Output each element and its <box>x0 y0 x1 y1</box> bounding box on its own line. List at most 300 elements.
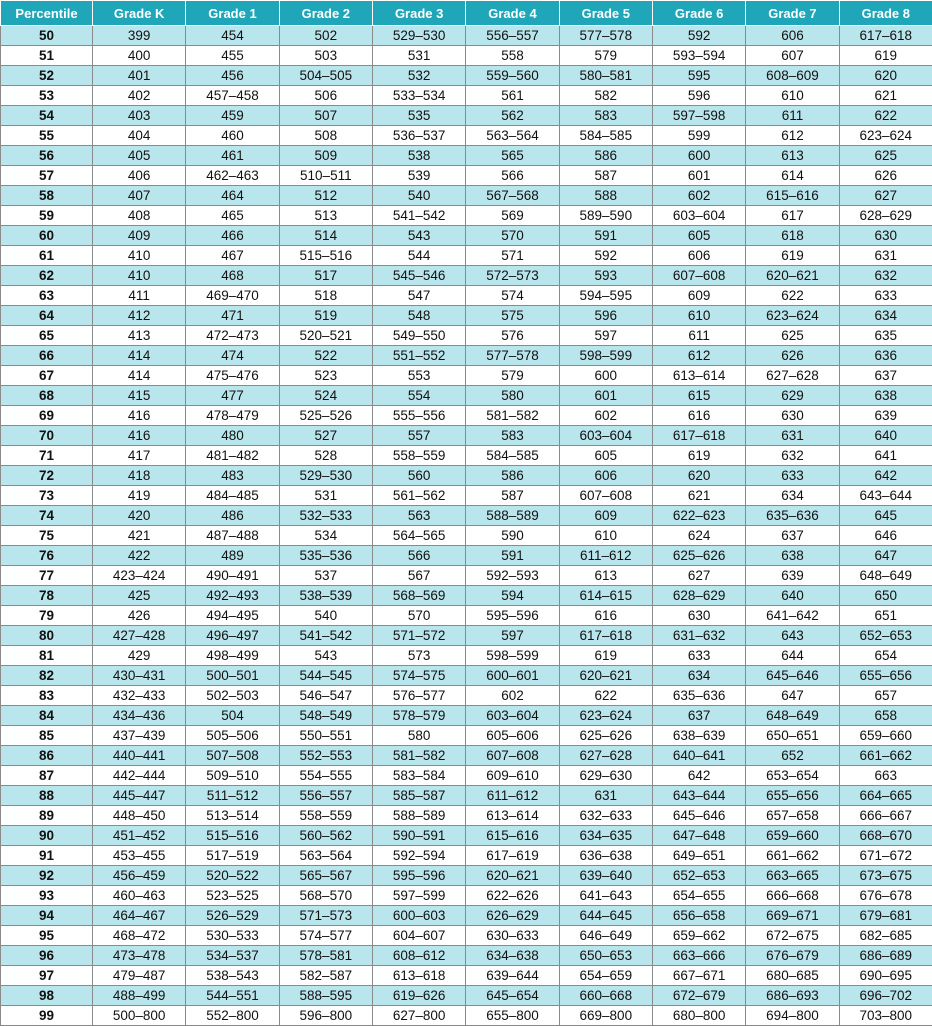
cell-grade-8: 664–665 <box>839 786 932 806</box>
cell-grade-3: 608–612 <box>372 946 465 966</box>
cell-grade-6: 642 <box>652 766 745 786</box>
cell-grade-5: 584–585 <box>559 126 652 146</box>
cell-grade-2: 502 <box>279 26 372 46</box>
cell-grade-5: 641–643 <box>559 886 652 906</box>
cell-grade-8: 647 <box>839 546 932 566</box>
cell-grade-3: 588–589 <box>372 806 465 826</box>
cell-grade-k: 409 <box>93 226 186 246</box>
cell-grade-5: 625–626 <box>559 726 652 746</box>
cell-grade-7: 610 <box>746 86 839 106</box>
cell-grade-1: 460 <box>186 126 279 146</box>
cell-percentile: 55 <box>1 126 93 146</box>
cell-grade-4: 556–557 <box>466 26 559 46</box>
cell-grade-4: 626–629 <box>466 906 559 926</box>
cell-grade-3: 580 <box>372 726 465 746</box>
cell-grade-5: 586 <box>559 146 652 166</box>
cell-grade-8: 659–660 <box>839 726 932 746</box>
cell-grade-4: 655–800 <box>466 1006 559 1026</box>
cell-grade-3: 604–607 <box>372 926 465 946</box>
cell-grade-7: 618 <box>746 226 839 246</box>
cell-grade-7: 650–651 <box>746 726 839 746</box>
table-row <box>1 26 932 46</box>
cell-grade-6: 649–651 <box>652 846 745 866</box>
cell-grade-8: 652–653 <box>839 626 932 646</box>
cell-grade-8: 641 <box>839 446 932 466</box>
cell-grade-6: 638–639 <box>652 726 745 746</box>
cell-grade-2: 513 <box>279 206 372 226</box>
table-row <box>1 326 932 346</box>
cell-grade-5: 634–635 <box>559 826 652 846</box>
table-row <box>1 186 932 206</box>
cell-grade-6: 640–641 <box>652 746 745 766</box>
cell-grade-1: 474 <box>186 346 279 366</box>
cell-grade-k: 404 <box>93 126 186 146</box>
cell-grade-4: 591 <box>466 546 559 566</box>
cell-grade-2: 529–530 <box>279 466 372 486</box>
cell-grade-2: 540 <box>279 606 372 626</box>
cell-grade-6: 613–614 <box>652 366 745 386</box>
cell-grade-4: 613–614 <box>466 806 559 826</box>
cell-grade-2: 514 <box>279 226 372 246</box>
cell-grade-2: 509 <box>279 146 372 166</box>
cell-grade-3: 583–584 <box>372 766 465 786</box>
table-row <box>1 866 932 886</box>
cell-grade-k: 416 <box>93 426 186 446</box>
cell-grade-k: 407 <box>93 186 186 206</box>
cell-grade-k: 426 <box>93 606 186 626</box>
cell-grade-3: 619–626 <box>372 986 465 1006</box>
cell-percentile: 92 <box>1 866 93 886</box>
cell-percentile: 66 <box>1 346 93 366</box>
cell-grade-6: 606 <box>652 246 745 266</box>
cell-grade-7: 641–642 <box>746 606 839 626</box>
cell-grade-k: 419 <box>93 486 186 506</box>
cell-grade-4: 563–564 <box>466 126 559 146</box>
cell-grade-3: 566 <box>372 546 465 566</box>
cell-grade-8: 640 <box>839 426 932 446</box>
cell-grade-3: 536–537 <box>372 126 465 146</box>
cell-grade-2: 558–559 <box>279 806 372 826</box>
cell-grade-8: 655–656 <box>839 666 932 686</box>
cell-grade-k: 464–467 <box>93 906 186 926</box>
cell-percentile: 65 <box>1 326 93 346</box>
cell-grade-k: 445–447 <box>93 786 186 806</box>
cell-grade-6: 630 <box>652 606 745 626</box>
cell-grade-1: 471 <box>186 306 279 326</box>
cell-grade-7: 629 <box>746 386 839 406</box>
cell-grade-5: 600 <box>559 366 652 386</box>
cell-grade-6: 635–636 <box>652 686 745 706</box>
cell-grade-6: 634 <box>652 666 745 686</box>
cell-grade-2: 528 <box>279 446 372 466</box>
cell-percentile: 70 <box>1 426 93 446</box>
cell-grade-6: 659–662 <box>652 926 745 946</box>
cell-grade-7: 648–649 <box>746 706 839 726</box>
cell-grade-8: 643–644 <box>839 486 932 506</box>
cell-grade-1: 486 <box>186 506 279 526</box>
cell-grade-8: 642 <box>839 466 932 486</box>
cell-grade-6: 620 <box>652 466 745 486</box>
table-row <box>1 406 932 426</box>
cell-grade-8: 619 <box>839 46 932 66</box>
table-row <box>1 166 932 186</box>
cell-grade-5: 616 <box>559 606 652 626</box>
cell-grade-5: 639–640 <box>559 866 652 886</box>
cell-grade-1: 461 <box>186 146 279 166</box>
header-grade-3: Grade 3 <box>372 1 465 26</box>
cell-grade-4: 603–604 <box>466 706 559 726</box>
cell-grade-8: 631 <box>839 246 932 266</box>
table-row <box>1 106 932 126</box>
cell-grade-k: 401 <box>93 66 186 86</box>
table-row <box>1 566 932 586</box>
cell-grade-7: 655–656 <box>746 786 839 806</box>
cell-grade-3: 613–618 <box>372 966 465 986</box>
cell-grade-3: 545–546 <box>372 266 465 286</box>
cell-percentile: 96 <box>1 946 93 966</box>
cell-percentile: 61 <box>1 246 93 266</box>
cell-grade-3: 568–569 <box>372 586 465 606</box>
cell-grade-6: 603–604 <box>652 206 745 226</box>
table-row <box>1 826 932 846</box>
cell-grade-6: 633 <box>652 646 745 666</box>
cell-percentile: 63 <box>1 286 93 306</box>
cell-percentile: 81 <box>1 646 93 666</box>
cell-grade-4: 572–573 <box>466 266 559 286</box>
cell-grade-7: 663–665 <box>746 866 839 886</box>
cell-percentile: 60 <box>1 226 93 246</box>
cell-grade-6: 619 <box>652 446 745 466</box>
cell-grade-1: 509–510 <box>186 766 279 786</box>
cell-percentile: 73 <box>1 486 93 506</box>
cell-percentile: 62 <box>1 266 93 286</box>
cell-grade-k: 411 <box>93 286 186 306</box>
cell-grade-6: 595 <box>652 66 745 86</box>
cell-grade-4: 580 <box>466 386 559 406</box>
cell-grade-3: 543 <box>372 226 465 246</box>
cell-grade-k: 453–455 <box>93 846 186 866</box>
cell-grade-5: 636–638 <box>559 846 652 866</box>
cell-grade-2: 527 <box>279 426 372 446</box>
cell-grade-3: 573 <box>372 646 465 666</box>
cell-grade-1: 515–516 <box>186 826 279 846</box>
cell-grade-7: 666–668 <box>746 886 839 906</box>
cell-grade-4: 605–606 <box>466 726 559 746</box>
cell-grade-8: 668–670 <box>839 826 932 846</box>
cell-grade-1: 468 <box>186 266 279 286</box>
cell-grade-3: 578–579 <box>372 706 465 726</box>
cell-grade-k: 434–436 <box>93 706 186 726</box>
cell-grade-4: 562 <box>466 106 559 126</box>
cell-grade-3: 585–587 <box>372 786 465 806</box>
table-row <box>1 746 932 766</box>
cell-grade-k: 412 <box>93 306 186 326</box>
cell-grade-2: 574–577 <box>279 926 372 946</box>
cell-grade-7: 653–654 <box>746 766 839 786</box>
cell-grade-8: 679–681 <box>839 906 932 926</box>
cell-grade-3: 532 <box>372 66 465 86</box>
cell-grade-2: 563–564 <box>279 846 372 866</box>
table-row <box>1 506 932 526</box>
cell-grade-2: 517 <box>279 266 372 286</box>
cell-percentile: 50 <box>1 26 93 46</box>
cell-grade-k: 402 <box>93 86 186 106</box>
cell-grade-3: 597–599 <box>372 886 465 906</box>
cell-grade-7: 620–621 <box>746 266 839 286</box>
cell-grade-4: 617–619 <box>466 846 559 866</box>
cell-grade-8: 622 <box>839 106 932 126</box>
table-row <box>1 926 932 946</box>
cell-grade-3: 595–596 <box>372 866 465 886</box>
cell-grade-3: 561–562 <box>372 486 465 506</box>
cell-grade-2: 578–581 <box>279 946 372 966</box>
cell-grade-4: 594 <box>466 586 559 606</box>
table-row <box>1 1006 932 1026</box>
cell-grade-7: 640 <box>746 586 839 606</box>
cell-grade-6: 624 <box>652 526 745 546</box>
cell-grade-1: 552–800 <box>186 1006 279 1026</box>
cell-grade-5: 613 <box>559 566 652 586</box>
cell-grade-1: 456 <box>186 66 279 86</box>
cell-grade-2: 524 <box>279 386 372 406</box>
cell-grade-2: 522 <box>279 346 372 366</box>
cell-grade-5: 605 <box>559 446 652 466</box>
table-row <box>1 126 932 146</box>
cell-grade-1: 513–514 <box>186 806 279 826</box>
table-row <box>1 946 932 966</box>
cell-grade-k: 437–439 <box>93 726 186 746</box>
cell-grade-1: 464 <box>186 186 279 206</box>
cell-percentile: 93 <box>1 886 93 906</box>
cell-grade-3: 529–530 <box>372 26 465 46</box>
cell-grade-2: 568–570 <box>279 886 372 906</box>
cell-grade-4: 577–578 <box>466 346 559 366</box>
cell-percentile: 78 <box>1 586 93 606</box>
cell-percentile: 88 <box>1 786 93 806</box>
cell-grade-k: 400 <box>93 46 186 66</box>
cell-grade-4: 592–593 <box>466 566 559 586</box>
cell-grade-5: 593 <box>559 266 652 286</box>
cell-grade-6: 625–626 <box>652 546 745 566</box>
cell-grade-7: 634 <box>746 486 839 506</box>
table-row <box>1 906 932 926</box>
cell-grade-7: 633 <box>746 466 839 486</box>
cell-grade-1: 494–495 <box>186 606 279 626</box>
cell-percentile: 76 <box>1 546 93 566</box>
cell-grade-2: 541–542 <box>279 626 372 646</box>
cell-grade-8: 639 <box>839 406 932 426</box>
cell-grade-1: 477 <box>186 386 279 406</box>
table-body <box>1 26 932 1026</box>
cell-grade-1: 467 <box>186 246 279 266</box>
cell-percentile: 90 <box>1 826 93 846</box>
cell-grade-5: 614–615 <box>559 586 652 606</box>
cell-grade-8: 627 <box>839 186 932 206</box>
cell-grade-6: 597–598 <box>652 106 745 126</box>
cell-grade-5: 589–590 <box>559 206 652 226</box>
cell-grade-8: 648–649 <box>839 566 932 586</box>
cell-grade-k: 406 <box>93 166 186 186</box>
cell-grade-5: 619 <box>559 646 652 666</box>
cell-grade-5: 617–618 <box>559 626 652 646</box>
cell-grade-6: 680–800 <box>652 1006 745 1026</box>
cell-percentile: 77 <box>1 566 93 586</box>
cell-grade-2: 515–516 <box>279 246 372 266</box>
header-grade-6: Grade 6 <box>652 1 745 26</box>
cell-grade-1: 500–501 <box>186 666 279 686</box>
cell-grade-1: 492–493 <box>186 586 279 606</box>
cell-grade-k: 500–800 <box>93 1006 186 1026</box>
cell-grade-5: 650–653 <box>559 946 652 966</box>
table-row <box>1 766 932 786</box>
cell-grade-3: 570 <box>372 606 465 626</box>
cell-grade-5: 602 <box>559 406 652 426</box>
cell-grade-6: 596 <box>652 86 745 106</box>
cell-grade-5: 669–800 <box>559 1006 652 1026</box>
cell-grade-6: 647–648 <box>652 826 745 846</box>
cell-grade-5: 622 <box>559 686 652 706</box>
cell-grade-4: 590 <box>466 526 559 546</box>
cell-grade-6: 599 <box>652 126 745 146</box>
cell-grade-7: 694–800 <box>746 1006 839 1026</box>
cell-grade-5: 609 <box>559 506 652 526</box>
cell-grade-1: 469–470 <box>186 286 279 306</box>
cell-grade-6: 612 <box>652 346 745 366</box>
cell-grade-k: 408 <box>93 206 186 226</box>
cell-grade-4: 579 <box>466 366 559 386</box>
table-row <box>1 486 932 506</box>
cell-grade-k: 425 <box>93 586 186 606</box>
cell-grade-1: 459 <box>186 106 279 126</box>
cell-grade-k: 420 <box>93 506 186 526</box>
table-row <box>1 526 932 546</box>
cell-grade-k: 403 <box>93 106 186 126</box>
cell-grade-5: 606 <box>559 466 652 486</box>
table-row <box>1 366 932 386</box>
cell-grade-8: 703–800 <box>839 1006 932 1026</box>
cell-grade-6: 593–594 <box>652 46 745 66</box>
cell-grade-4: 581–582 <box>466 406 559 426</box>
cell-grade-5: 611–612 <box>559 546 652 566</box>
cell-grade-3: 533–534 <box>372 86 465 106</box>
cell-grade-7: 631 <box>746 426 839 446</box>
cell-grade-1: 480 <box>186 426 279 446</box>
cell-grade-4: 600–601 <box>466 666 559 686</box>
cell-grade-1: 454 <box>186 26 279 46</box>
cell-grade-3: 541–542 <box>372 206 465 226</box>
table-row <box>1 146 932 166</box>
cell-grade-8: 621 <box>839 86 932 106</box>
cell-percentile: 59 <box>1 206 93 226</box>
cell-grade-1: 466 <box>186 226 279 246</box>
cell-grade-k: 414 <box>93 346 186 366</box>
cell-grade-7: 608–609 <box>746 66 839 86</box>
cell-grade-2: 523 <box>279 366 372 386</box>
cell-grade-8: 623–624 <box>839 126 932 146</box>
cell-grade-k: 423–424 <box>93 566 186 586</box>
cell-grade-5: 632–633 <box>559 806 652 826</box>
cell-grade-5: 629–630 <box>559 766 652 786</box>
cell-grade-1: 538–543 <box>186 966 279 986</box>
cell-grade-8: 661–662 <box>839 746 932 766</box>
cell-grade-2: 546–547 <box>279 686 372 706</box>
table-row <box>1 86 932 106</box>
cell-grade-4: 609–610 <box>466 766 559 786</box>
cell-grade-k: 405 <box>93 146 186 166</box>
cell-grade-4: 595–596 <box>466 606 559 626</box>
cell-grade-3: 592–594 <box>372 846 465 866</box>
cell-percentile: 58 <box>1 186 93 206</box>
cell-grade-2: 507 <box>279 106 372 126</box>
cell-grade-1: 523–525 <box>186 886 279 906</box>
cell-percentile: 97 <box>1 966 93 986</box>
cell-grade-2: 543 <box>279 646 372 666</box>
table-row <box>1 646 932 666</box>
cell-grade-5: 580–581 <box>559 66 652 86</box>
cell-grade-k: 416 <box>93 406 186 426</box>
header-grade-4: Grade 4 <box>466 1 559 26</box>
cell-grade-2: 534 <box>279 526 372 546</box>
cell-grade-8: 626 <box>839 166 932 186</box>
cell-grade-2: 508 <box>279 126 372 146</box>
cell-grade-7: 622 <box>746 286 839 306</box>
table-row <box>1 226 932 246</box>
cell-grade-3: 560 <box>372 466 465 486</box>
cell-grade-5: 644–645 <box>559 906 652 926</box>
cell-grade-6: 621 <box>652 486 745 506</box>
cell-grade-1: 526–529 <box>186 906 279 926</box>
cell-percentile: 67 <box>1 366 93 386</box>
cell-grade-3: 544 <box>372 246 465 266</box>
cell-grade-k: 417 <box>93 446 186 466</box>
table-row <box>1 426 932 446</box>
cell-grade-7: 645–646 <box>746 666 839 686</box>
cell-grade-2: 518 <box>279 286 372 306</box>
cell-grade-7: 615–616 <box>746 186 839 206</box>
table-row <box>1 706 932 726</box>
cell-grade-8: 650 <box>839 586 932 606</box>
cell-grade-1: 462–463 <box>186 166 279 186</box>
cell-grade-2: 506 <box>279 86 372 106</box>
table-row <box>1 726 932 746</box>
cell-grade-1: 455 <box>186 46 279 66</box>
cell-grade-1: 534–537 <box>186 946 279 966</box>
cell-grade-7: 639 <box>746 566 839 586</box>
cell-grade-7: 627–628 <box>746 366 839 386</box>
cell-grade-3: 555–556 <box>372 406 465 426</box>
cell-grade-4: 607–608 <box>466 746 559 766</box>
cell-grade-6: 617–618 <box>652 426 745 446</box>
cell-grade-k: 415 <box>93 386 186 406</box>
cell-percentile: 84 <box>1 706 93 726</box>
table-row <box>1 986 932 1006</box>
cell-grade-1: 489 <box>186 546 279 566</box>
cell-grade-3: 539 <box>372 166 465 186</box>
cell-percentile: 51 <box>1 46 93 66</box>
cell-grade-3: 563 <box>372 506 465 526</box>
cell-grade-4: 571 <box>466 246 559 266</box>
cell-percentile: 86 <box>1 746 93 766</box>
cell-grade-5: 577–578 <box>559 26 652 46</box>
cell-grade-2: 503 <box>279 46 372 66</box>
cell-grade-4: 588–589 <box>466 506 559 526</box>
cell-grade-3: 535 <box>372 106 465 126</box>
cell-grade-4: 645–654 <box>466 986 559 1006</box>
cell-grade-8: 635 <box>839 326 932 346</box>
cell-grade-8: 646 <box>839 526 932 546</box>
cell-grade-8: 628–629 <box>839 206 932 226</box>
cell-grade-7: 611 <box>746 106 839 126</box>
